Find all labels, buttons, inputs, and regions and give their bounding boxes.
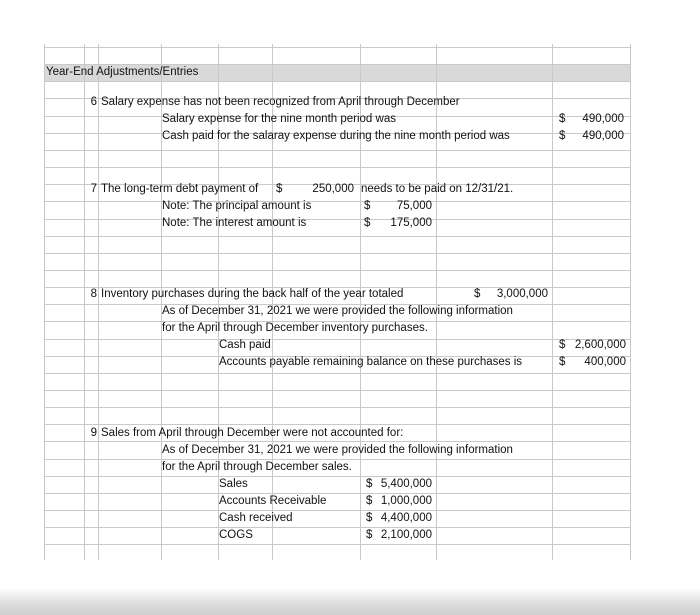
item9-row-currency: $ [366,512,373,524]
item8-info-line2[interactable]: for the April through December inventory purchases. [162,322,428,334]
item9-row-label[interactable]: Cash received [219,512,293,524]
item8-ap-value[interactable]: 400,000 [584,356,626,368]
item8-cash-currency: $ [559,339,566,351]
item7-note2-currency: $ [364,217,371,229]
item6-line1-label[interactable]: Salary expense for the nine month period was [162,113,396,125]
item7-note1-value[interactable]: 75,000 [396,200,432,212]
item8-total-value[interactable]: 3,000,000 [496,288,548,300]
item9-row-currency: $ [366,495,373,507]
section-title[interactable]: Year-End Adjustments/Entries [46,66,199,78]
item9-info-line1[interactable]: As of December 31, 2021 we were provided the following information [162,444,513,456]
item9-row-value[interactable]: 2,100,000 [380,529,432,541]
item9-description[interactable]: Sales from April through December were not accounted for: [101,427,404,439]
item7-suffix[interactable]: needs to be paid on 12/31/21. [361,183,514,195]
item6-line1-currency: $ [559,113,566,125]
item9-row-currency: $ [366,529,373,541]
item6-line2-value[interactable]: 490,000 [582,130,624,142]
item6-line1-value[interactable]: 490,000 [582,113,624,125]
item6-line2-currency: $ [559,130,566,142]
item9-number: 9 [90,427,97,439]
item7-note2-label[interactable]: Note: The interest amount is [162,217,307,229]
item8-number: 8 [90,288,97,300]
item6-line2-label[interactable]: Cash paid for the salaray expense during the nine month period was [162,130,510,142]
item8-ap-label[interactable]: Accounts payable remaining balance on these purchases is [219,356,523,368]
item8-info-line1[interactable]: As of December 31, 2021 we were provided the following information [162,305,513,317]
item7-currency: $ [276,183,283,195]
item9-row-value[interactable]: 4,400,000 [380,512,432,524]
item9-row-currency: $ [366,478,373,490]
item6-description[interactable]: Salary expense has not been recognized from April through December [101,96,460,108]
item7-amount[interactable]: 250,000 [312,183,354,195]
bottom-shadow [0,588,700,615]
item8-ap-currency: $ [559,356,566,368]
item7-note1-currency: $ [364,200,371,212]
item7-note1-label[interactable]: Note: The principal amount is [162,200,312,212]
item9-info-line2[interactable]: for the April through December sales. [162,461,352,473]
item9-row-label[interactable]: Accounts Receivable [219,495,327,507]
item9-row-value[interactable]: 5,400,000 [380,478,432,490]
item8-cash-label[interactable]: Cash paid [219,339,271,351]
item7-prefix[interactable]: The long-term debt payment of [101,183,259,195]
item7-note2-value[interactable]: 175,000 [390,217,432,229]
item9-row-label[interactable]: Sales [219,478,248,490]
item8-total-currency: $ [474,288,481,300]
item9-row-label[interactable]: COGS [219,529,253,541]
item8-description[interactable]: Inventory purchases during the back half of the year totaled [101,288,404,300]
item6-number: 6 [90,96,97,108]
item8-cash-value[interactable]: 2,600,000 [574,339,626,351]
item9-row-value[interactable]: 1,000,000 [380,495,432,507]
item7-number: 7 [90,183,97,195]
